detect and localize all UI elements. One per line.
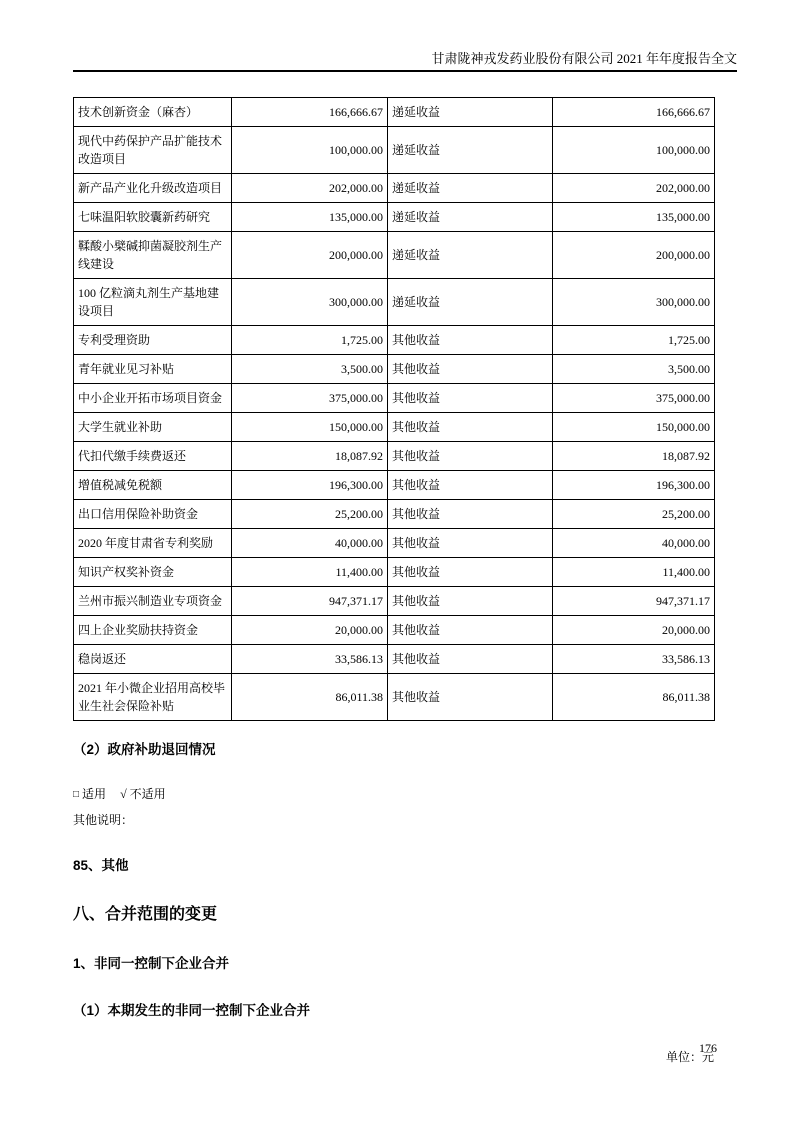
grant-amount-cell: 100,000.00 [232,127,388,174]
unit-label: 单位：元 [665,1050,714,1064]
grant-item-cell: 代扣代缴手续费返还 [74,442,232,471]
grant-amount-cell: 375,000.00 [232,384,388,413]
table-row [74,413,715,442]
grant-related-amount-cell: 20,000.00 [553,616,715,645]
grant-income-type-cell: 其他收益 [388,500,553,529]
applicability-line [73,786,793,803]
grant-item-cell: 新产品产业化升级改造项目 [74,174,232,203]
grant-table-body [74,98,715,721]
grant-item-cell: 技术创新资金（麻杏） [74,98,232,127]
document-header-title: 甘肃陇神戎发药业股份有限公司 2021 年年度报告全文 [73,50,737,72]
table-row [74,674,715,721]
grant-amount-cell: 196,300.00 [232,471,388,500]
table-row [74,471,715,500]
grant-income-type-cell: 递延收益 [388,127,553,174]
grant-amount-cell: 40,000.00 [232,529,388,558]
grant-related-amount-cell: 300,000.00 [553,279,715,326]
grant-related-amount-cell: 100,000.00 [553,127,715,174]
grant-income-type-cell: 其他收益 [388,326,553,355]
table-row [74,587,715,616]
grant-income-type-cell: 其他收益 [388,384,553,413]
other-section-heading: 85、其他 [73,858,129,873]
grant-amount-cell: 11,400.00 [232,558,388,587]
grant-related-amount-cell: 200,000.00 [553,232,715,279]
grant-income-type-cell: 其他收益 [388,616,553,645]
grant-amount-cell: 202,000.00 [232,174,388,203]
grant-income-type-cell: 递延收益 [388,232,553,279]
not-applicable-label: 不适用 [129,787,166,801]
table-row [74,529,715,558]
page-number: 176 [699,1041,717,1055]
table-row [74,384,715,413]
grant-related-amount-cell: 375,000.00 [553,384,715,413]
grant-item-cell: 增值税减免税额 [74,471,232,500]
grant-income-type-cell: 其他收益 [388,645,553,674]
table-row [74,203,715,232]
grant-amount-cell: 300,000.00 [232,279,388,326]
check-mark-icon: √ [120,787,127,801]
grant-income-type-cell: 递延收益 [388,279,553,326]
grant-related-amount-cell: 25,200.00 [553,500,715,529]
grant-income-type-cell: 其他收益 [388,529,553,558]
grant-item-cell: 兰州市振兴制造业专项资金 [74,587,232,616]
grant-related-amount-cell: 3,500.00 [553,355,715,384]
grant-amount-cell: 150,000.00 [232,413,388,442]
grant-related-amount-cell: 202,000.00 [553,174,715,203]
grant-income-type-cell: 其他收益 [388,442,553,471]
sub-sub-section-heading: （1）本期发生的非同一控制下企业合并 [73,1003,311,1018]
table-row [74,355,715,384]
grant-item-cell: 稳岗返还 [74,645,232,674]
grant-item-cell: 100 亿粒滴丸剂生产基地建设项目 [74,279,232,326]
chapter-heading: 八、合并范围的变更 [73,906,218,923]
grant-related-amount-cell: 1,725.00 [553,326,715,355]
table-row [74,279,715,326]
grant-amount-cell: 86,011.38 [232,674,388,721]
grant-amount-cell: 20,000.00 [232,616,388,645]
grant-income-type-cell: 其他收益 [388,558,553,587]
grant-income-type-cell: 递延收益 [388,174,553,203]
grant-item-cell: 中小企业开拓市场项目资金 [74,384,232,413]
grant-amount-cell: 200,000.00 [232,232,388,279]
table-row [74,98,715,127]
table-row [74,442,715,471]
grant-amount-cell: 947,371.17 [232,587,388,616]
grant-income-type-cell: 其他收益 [388,674,553,721]
sub-section-heading: 1、非同一控制下企业合并 [73,956,230,971]
grant-income-type-cell: 其他收益 [388,413,553,442]
table-row [74,645,715,674]
table-row [74,326,715,355]
grant-item-cell: 四上企业奖励扶持资金 [74,616,232,645]
grant-related-amount-cell: 86,011.38 [553,674,715,721]
grant-related-amount-cell: 150,000.00 [553,413,715,442]
grant-related-amount-cell: 33,586.13 [553,645,715,674]
grant-income-type-cell: 递延收益 [388,203,553,232]
grant-income-type-cell: 递延收益 [388,98,553,127]
grant-income-type-cell: 其他收益 [388,587,553,616]
table-row [74,558,715,587]
grant-item-cell: 2020 年度甘肃省专利奖励 [74,529,232,558]
grant-amount-cell: 18,087.92 [232,442,388,471]
table-row [74,174,715,203]
table-row [74,500,715,529]
table-row [74,616,715,645]
grant-item-cell: 七味温阳软胶囊新药研究 [74,203,232,232]
grant-income-type-cell: 其他收益 [388,355,553,384]
grant-related-amount-cell: 11,400.00 [553,558,715,587]
grant-related-amount-cell: 196,300.00 [553,471,715,500]
grant-related-amount-cell: 18,087.92 [553,442,715,471]
grant-related-amount-cell: 166,666.67 [553,98,715,127]
grant-related-amount-cell: 947,371.17 [553,587,715,616]
grant-amount-cell: 33,586.13 [232,645,388,674]
grant-amount-cell: 3,500.00 [232,355,388,384]
grant-item-cell: 现代中药保护产品扩能技术改造项目 [74,127,232,174]
document-header [73,0,737,72]
refund-section-heading: （2）政府补助退回情况 [73,742,216,757]
grant-income-type-cell: 其他收益 [388,471,553,500]
grant-amount-cell: 135,000.00 [232,203,388,232]
grant-amount-cell: 166,666.67 [232,98,388,127]
table-row [74,232,715,279]
checkbox-unchecked-icon: □ [73,789,80,800]
government-grant-table [73,97,715,721]
grant-related-amount-cell: 135,000.00 [553,203,715,232]
grant-amount-cell: 1,725.00 [232,326,388,355]
other-note-label: 其他说明： [73,813,134,827]
grant-item-cell: 专利受理资助 [74,326,232,355]
grant-related-amount-cell: 40,000.00 [553,529,715,558]
grant-item-cell: 2021 年小微企业招用高校毕业生社会保险补贴 [74,674,232,721]
grant-item-cell: 知识产权奖补资金 [74,558,232,587]
grant-item-cell: 出口信用保险补助资金 [74,500,232,529]
applicable-label: 适用 [82,787,107,801]
grant-item-cell: 青年就业见习补贴 [74,355,232,384]
grant-item-cell: 大学生就业补助 [74,413,232,442]
table-row [74,127,715,174]
grant-item-cell: 鞣酸小檗碱抑菌凝胶剂生产线建设 [74,232,232,279]
grant-amount-cell: 25,200.00 [232,500,388,529]
